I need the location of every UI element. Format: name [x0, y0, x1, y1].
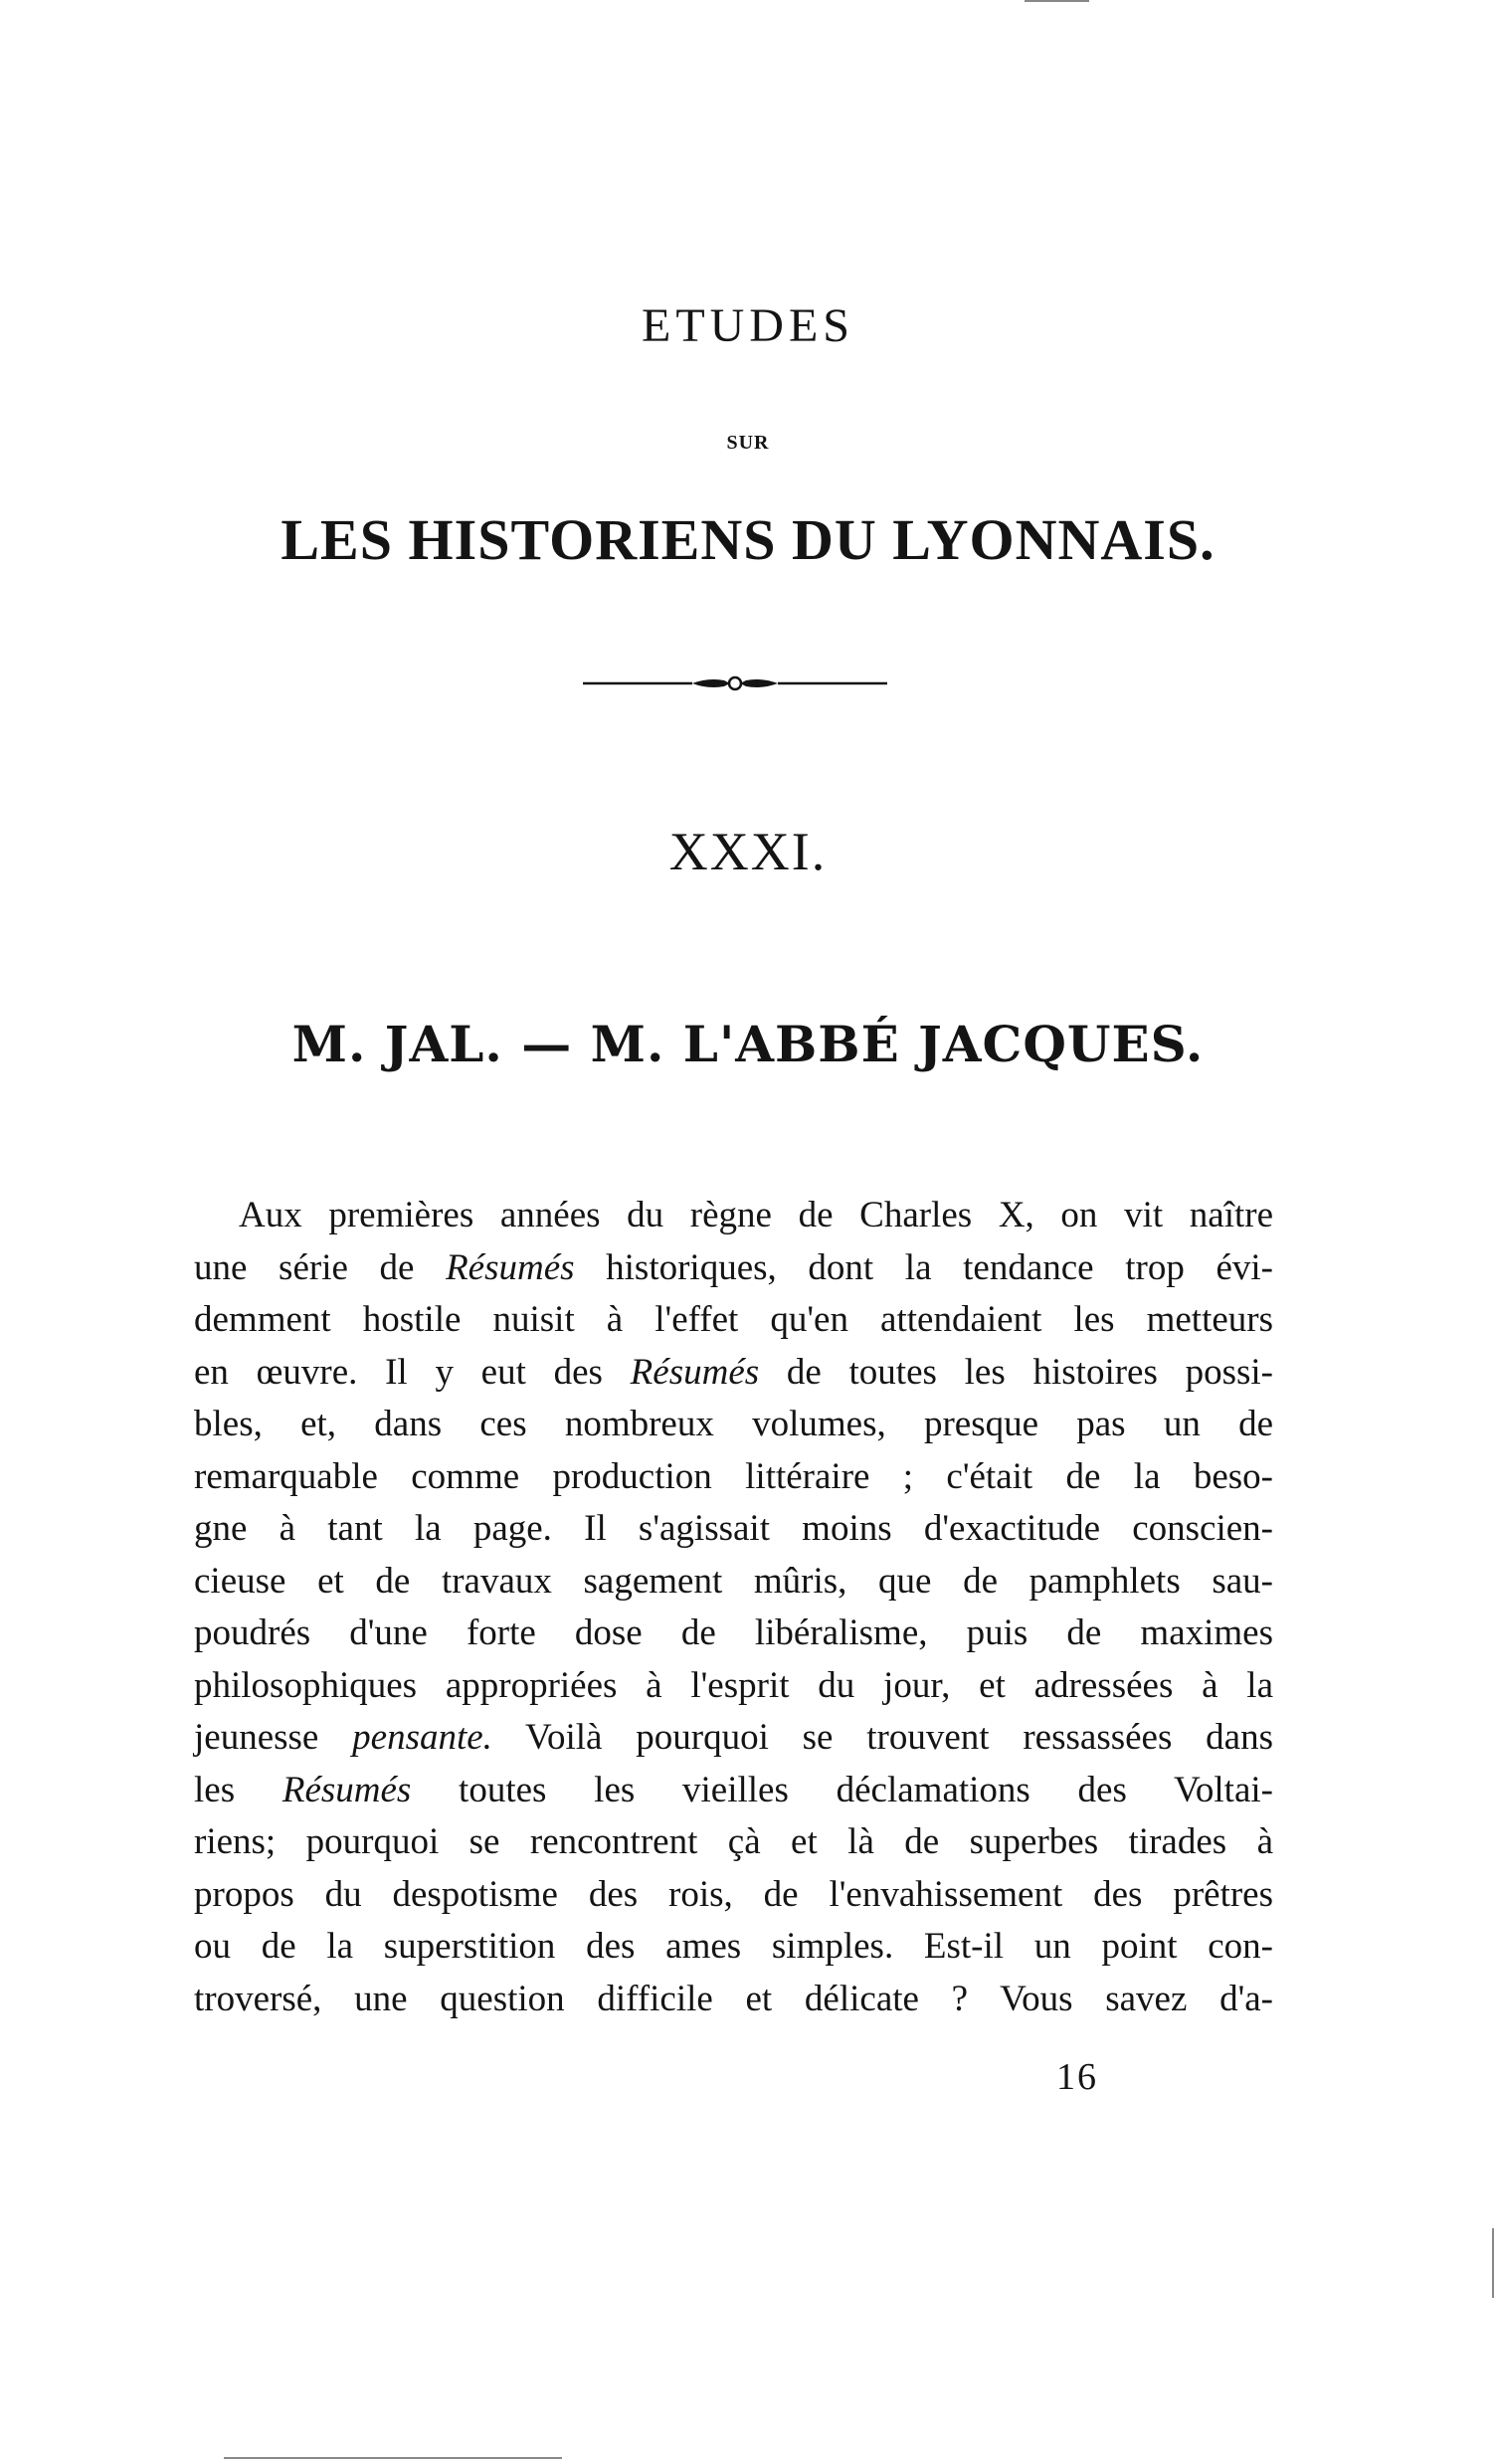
- body-paragraph: [194, 1190, 1273, 2025]
- text-line: ou de la superstition des ames simples. Est-il un point con-: [194, 1926, 1273, 1967]
- chapter-title: M. JAL. — M. L'ABBÉ JACQUES.: [291, 1015, 1205, 1073]
- text-line: riens; pourquoi se rencontrent çà et là de superbes tirades à: [194, 1821, 1273, 1862]
- text-line: cieuse et de travaux sagement mûris, que de pamphlets sau-: [194, 1560, 1273, 1602]
- text-line: en œuvre. Il y eut des Résumés de toutes les histoires possi-: [194, 1351, 1273, 1393]
- series-title: ETUDES: [642, 299, 854, 352]
- text-line: Aux premières années du règne de Charles X, on vit naître: [239, 1195, 1273, 1235]
- top-edge-mark: [1025, 0, 1089, 2]
- chapter-number: XXXI.: [668, 822, 828, 881]
- text-line: bles, et, dans ces nombreux volumes, presque pas un de: [194, 1404, 1273, 1444]
- title-connector: SUR: [726, 432, 770, 454]
- main-title: LES HISTORIENS DU LYONNAIS.: [280, 507, 1216, 572]
- bottom-edge-mark: [224, 2457, 562, 2459]
- text-line: une série de Résumés historiques, dont la tendance trop évi-: [194, 1246, 1273, 1288]
- text-line: demment hostile nuisit à l'effet qu'en attendaient les metteurs: [194, 1299, 1273, 1340]
- text-line: jeunesse pensante. Voilà pourquoi se trouvent ressassées dans: [194, 1717, 1273, 1758]
- text-line: propos du despotisme des rois, de l'envahissement des prêtres: [194, 1873, 1273, 1915]
- text-line: remarquable comme production littéraire ; c'était de la beso-: [194, 1455, 1273, 1497]
- signature-mark: 16: [1056, 2056, 1098, 2098]
- text-line: les Résumés toutes les vieilles déclamations des Voltai-: [194, 1769, 1273, 1810]
- ornament-rule-icon: [583, 668, 887, 698]
- text-line: poudrés d'une forte dose de libéralisme, puis de maximes: [194, 1612, 1273, 1653]
- text-line: troversé, une question difficile et délicate ? Vous savez d'a-: [194, 1978, 1273, 2019]
- text-line: philosophiques appropriées à l'esprit du jour, et adressées à la: [194, 1664, 1273, 1706]
- right-edge-mark: [1492, 2228, 1494, 2298]
- text-line: gne à tant la page. Il s'agissait moins d'exactitude conscien-: [194, 1508, 1273, 1549]
